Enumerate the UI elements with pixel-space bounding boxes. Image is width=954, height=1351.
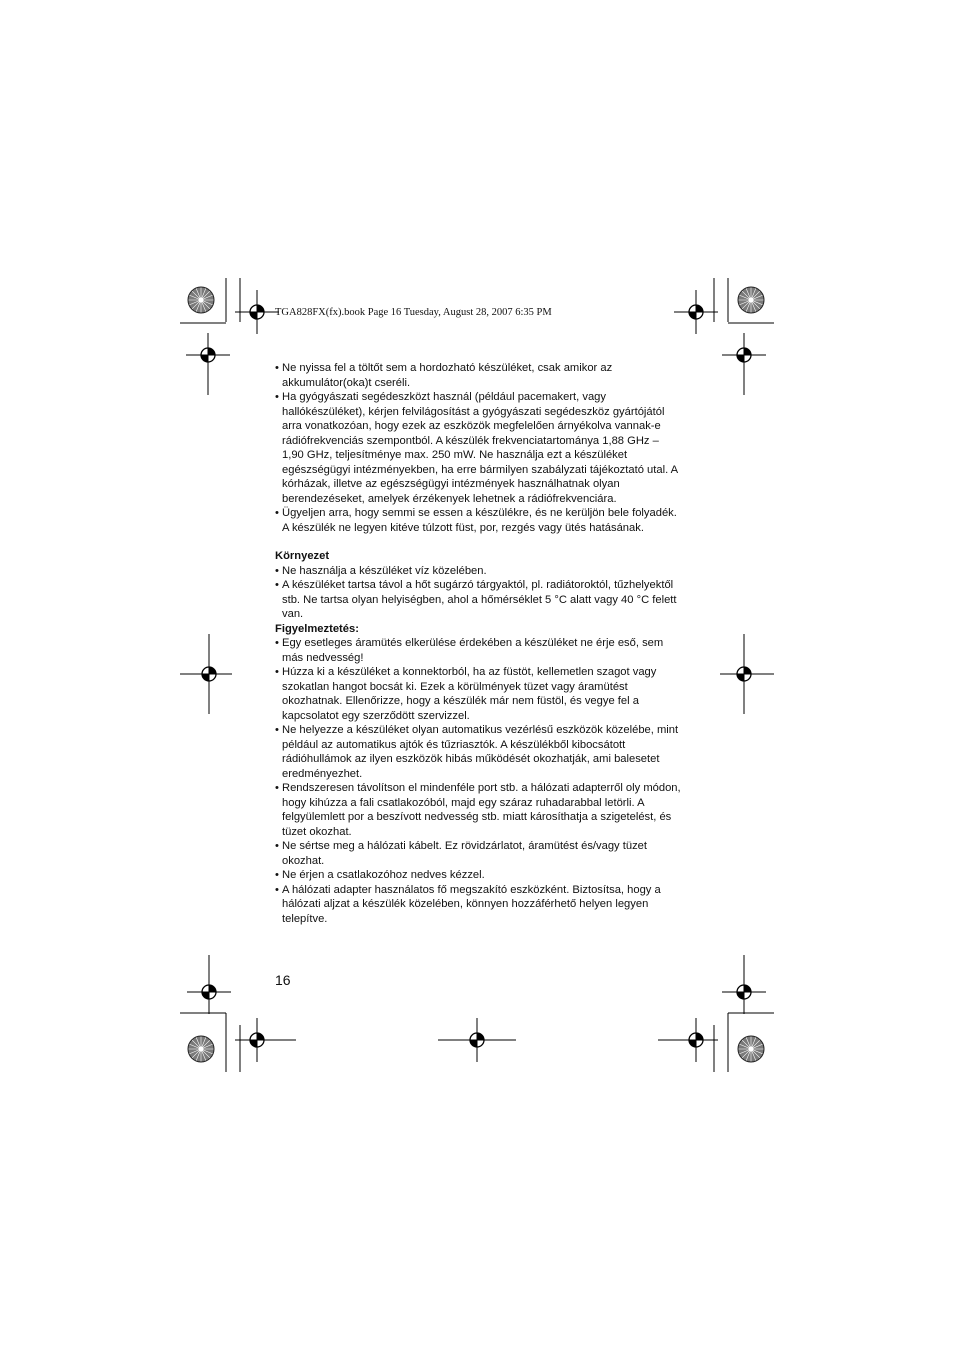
crosshair-mark-top-left <box>235 290 279 334</box>
page-number: 16 <box>275 972 291 988</box>
starburst-mark-top-left <box>188 287 214 313</box>
list-item: • Ne használja a készüléket víz közelében. <box>275 564 683 579</box>
environment-bullet-list <box>275 564 683 622</box>
starburst-mark-top-right <box>738 287 764 313</box>
list-item: • Ne nyissa fel a töltőt sem a hordozható készüléket, csak amikor az akkumulátor(oka)t cseréli. <box>275 361 683 390</box>
list-item: • Ne sértse meg a hálózati kábelt. Ez rövidzárlatot, áramütést és/vagy tüzet okozhat. <box>275 839 683 868</box>
warning-bullet-list <box>275 636 683 926</box>
list-item: • A készüléket tartsa távol a hőt sugárzó tárgyaktól, pl. radiátoroktól, tűzhelyektől stb. Ne tartsa olyan helyiségben, ahol a hőmérséklet 5 °C alatt vagy 40 °C felett van. <box>275 578 683 622</box>
list-item: • A hálózati adapter használatos fő megszakító eszközként. Biztosítsa, hogy a hálózati aljzat a készülék közelében, könnyen hozzáférhető helyen legyen telepítve. <box>275 883 683 927</box>
list-item: • Ha gyógyászati segédeszközt használ (például pacemakert, vagy hallókészüléket), kérjen felvilágosítást a gyógyászati segédeszköz gyártójától arra vonatkozóan, hogy ezek az eszközök megfelelően árnyékolva vannak-e rádiófrekvenciás szempontból. A készülék frekvenciatartománya 1,88 GHz – 1,90 GHz, teljesítménye max. 250 mW. Ne használja ezt a készüléket egészségügyi intézményekben, ha erre bármilyen szabályzati tájékoztató utal. A kórházak, illetve az egészségügyi intézmények használhatnak olyan berendezéseket, amelyek érzékenyek lehetnek a rádiófrekvenciára. <box>275 390 683 506</box>
intro-bullet-list <box>275 361 683 535</box>
starburst-mark-bottom-right <box>738 1036 764 1062</box>
list-item: • Egy esetleges áramütés elkerülése érdekében a készüléket ne érje eső, sem más nedvesség! <box>275 636 683 665</box>
list-item: • Ügyeljen arra, hogy semmi se essen a készülékre, és ne kerüljön bele folyadék. A készülék ne legyen kitéve túlzott füst, por, rezgés vagy ütés hatásának. <box>275 506 683 535</box>
crosshair-mark-top-right <box>674 290 718 334</box>
document-body <box>275 361 683 926</box>
list-item: • Húzza ki a készüléket a konnektorból, ha az füstöt, kellemetlen szagot vagy szokatlan hangot bocsát ki. Ezek a körülmények tüzet vagy áramütést okozhatnak. Ellenőrizze, hogy a készülék már nem füstöl, és vegye fel a kapcsolatot egy szerződött szervizzel. <box>275 665 683 723</box>
list-item: • Ne érjen a csatlakozóhoz nedves kézzel. <box>275 868 683 883</box>
list-item: • Rendszeresen távolítson el mindenféle port stb. a hálózati adapterről oly módon, hogy kihúzza a fali csatlakozóból, majd egy száraz ruhadarabbal letörli. A felgyülemlett por a beszívott nedvesség stb. miatt károsíthatja a szigetelést, és tüzet okozhat. <box>275 781 683 839</box>
list-item: • Ne helyezze a készüléket olyan automatikus vezérlésű eszközök közelébe, mint például az automatikus ajtók és tűzriasztók. A készülékből kibocsátott rádióhullámok az ilyen eszközök hibás működését okozhatják, ami balesetet eredményezhet. <box>275 723 683 781</box>
starburst-mark-bottom-left <box>188 1036 214 1062</box>
warning-heading: Figyelmeztetés: <box>275 622 359 635</box>
book-file-header: TGA828FX(fx).book Page 16 Tuesday, August 28, 2007 6:35 PM <box>275 307 552 318</box>
environment-heading: Környezet <box>275 550 330 562</box>
